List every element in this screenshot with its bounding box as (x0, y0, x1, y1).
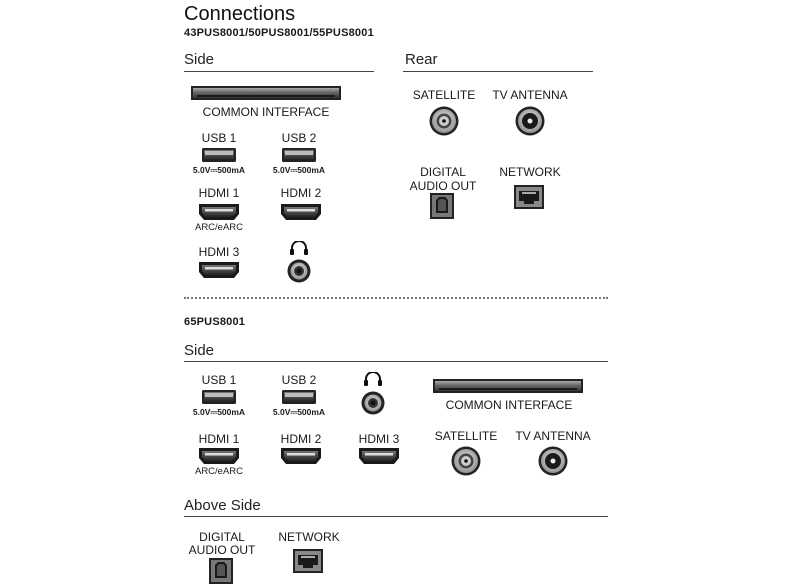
coax-port-icon (515, 106, 545, 136)
network-label: NETWORK (278, 530, 340, 544)
usb-port-icon (282, 390, 316, 404)
usb2-label: USB 2 (281, 131, 317, 145)
side-heading: Side (184, 51, 215, 68)
network-label: NETWORK (499, 165, 561, 179)
hdmi-port-icon (281, 204, 321, 220)
hdmi-port-icon (199, 448, 239, 464)
model-list-group2: 65PUS8001 (184, 316, 246, 328)
hdmi1-label: HDMI 1 (198, 432, 240, 446)
model-list-group1: 43PUS8001/50PUS8001/55PUS8001 (184, 27, 374, 39)
above-side-divider (184, 516, 608, 517)
usb-port-icon (202, 390, 236, 404)
coax-port-icon (451, 446, 481, 476)
satellite-label: SATELLITE (412, 88, 476, 102)
page-title: Connections (184, 3, 296, 25)
usb2-rating: 5.0V⎓500mA (272, 407, 326, 417)
usb1-rating: 5.0V⎓500mA (192, 407, 246, 417)
optical-port-icon (209, 558, 233, 584)
hdmi-port-icon (199, 204, 239, 220)
hdmi2-label: HDMI 2 (280, 186, 322, 200)
usb-port-icon (202, 148, 236, 162)
usb1-label: USB 1 (201, 131, 237, 145)
tv-antenna-label: TV ANTENNA (515, 429, 591, 443)
side-heading: Side (184, 342, 215, 359)
usb1-label: USB 1 (201, 373, 237, 387)
coax-port-icon (429, 106, 459, 136)
common-interface-label: COMMON INTERFACE (202, 105, 330, 119)
hdmi2-label: HDMI 2 (280, 432, 322, 446)
hdmi1-sub-label: ARC/eARC (194, 222, 244, 233)
usb2-rating: 5.0V⎓500mA (272, 165, 326, 175)
hdmi3-label: HDMI 3 (198, 245, 240, 259)
hdmi-port-icon (359, 448, 399, 464)
common-interface-label: COMMON INTERFACE (445, 398, 573, 412)
above-side-heading: Above Side (184, 497, 261, 514)
ethernet-port-icon (514, 185, 544, 209)
usb1-rating: 5.0V⎓500mA (192, 165, 246, 175)
usb-port-icon (282, 148, 316, 162)
usb2-label: USB 2 (281, 373, 317, 387)
group-separator (184, 297, 608, 299)
common-interface-slot-icon (433, 379, 583, 393)
common-interface-slot-icon (191, 86, 341, 100)
hdmi1-label: HDMI 1 (198, 186, 240, 200)
tv-antenna-label: TV ANTENNA (492, 88, 568, 102)
digital-audio-out-label-line1: DIGITAL (199, 530, 245, 544)
satellite-label: SATELLITE (434, 429, 498, 443)
side-divider (184, 71, 374, 72)
digital-audio-out-label-line2: AUDIO OUT (188, 543, 256, 557)
audio-jack-icon (361, 391, 385, 415)
ethernet-port-icon (293, 549, 323, 573)
digital-audio-out-label-line2: AUDIO OUT (409, 179, 477, 193)
headphone-icon (288, 241, 310, 255)
optical-port-icon (430, 193, 454, 219)
side-divider (184, 361, 608, 362)
hdmi1-sub-label: ARC/eARC (194, 466, 244, 477)
digital-audio-out-label-line1: DIGITAL (420, 165, 466, 179)
audio-jack-icon (287, 259, 311, 283)
hdmi-port-icon (199, 262, 239, 278)
rear-divider (403, 71, 593, 72)
headphone-icon (362, 372, 384, 386)
hdmi3-label: HDMI 3 (358, 432, 400, 446)
hdmi-port-icon (281, 448, 321, 464)
rear-heading: Rear (405, 51, 438, 68)
coax-port-icon (538, 446, 568, 476)
